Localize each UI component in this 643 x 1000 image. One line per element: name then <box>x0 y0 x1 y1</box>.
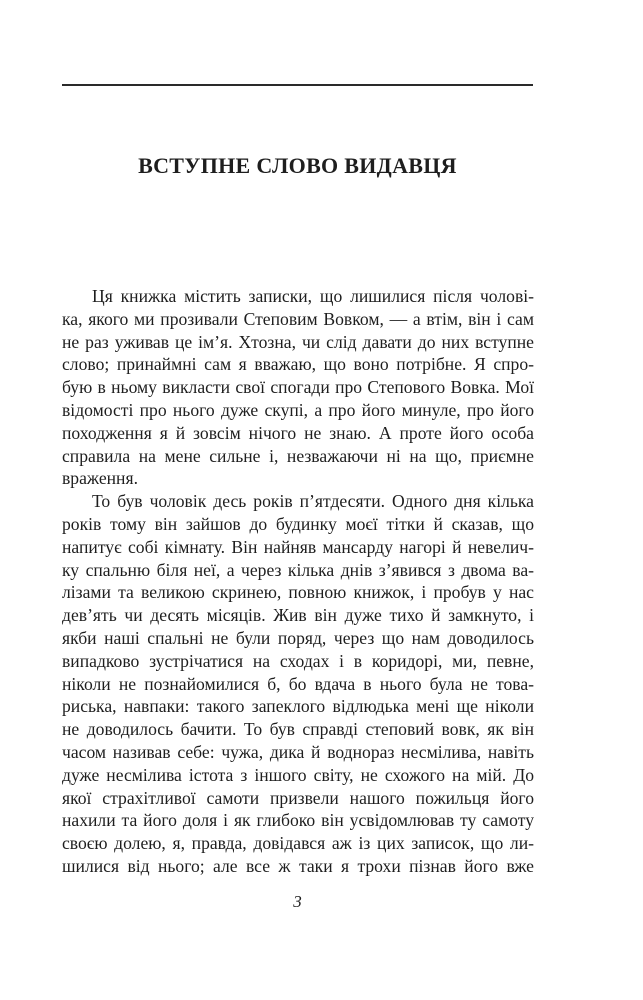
text-line: відомості про нього дуже скупі, а про його минуле, про його <box>62 399 534 420</box>
text-line: не раз уживав це ім’я. Хтозна, чи слід давати до них вступне <box>62 331 534 352</box>
text-line: походження я й зовсім нічого не знаю. А проте його особа <box>62 422 534 443</box>
page-number: 3 <box>293 892 302 911</box>
text-line: років тому він зайшов до будинку моєї тітки й сказав, що <box>62 513 534 534</box>
text-line: дуже несмілива істота з іншого світу, не схожого на мій. До <box>62 764 534 785</box>
body-text <box>62 285 534 878</box>
text-line: То був чоловік десь років п’ятдесяти. Одного дня кілька <box>92 491 534 512</box>
text-line: випадково зустрічатися на сходах і в коридорі, ми, певне, <box>62 650 534 671</box>
text-line: нахили та його доля і як глибоко він усвідомлював ту самоту <box>62 810 534 831</box>
text-line: Ця книжка містить записки, що лишилися після чолові- <box>92 286 534 306</box>
page-title: ВСТУПНЕ СЛОВО ВИДАВЦЯ <box>138 153 457 178</box>
text-line: враження. <box>62 468 138 489</box>
paragraph <box>62 285 534 490</box>
text-line: дев’ять чи десять місяців. Жив він дуже тихо й замкнуто, і <box>62 605 534 626</box>
text-line: часом називав себе: чужа, дика й воднораз несмілива, навіть <box>62 741 534 762</box>
text-line: якої страхітливої самоти призвели нашого пожильця його <box>62 787 534 808</box>
paragraph <box>62 490 534 878</box>
text-line: шилися від нього; але все ж таки я трохи пізнав його вже <box>62 855 534 876</box>
text-line: якби наші спальні не були поряд, через що нам доводилось <box>62 627 534 648</box>
text-line: ка, якого ми прозивали Степовим Вовком, — а втім, він і сам <box>62 308 534 329</box>
text-line: своєю долею, я, правда, довідався аж із цих записок, що ли- <box>62 833 534 854</box>
text-line: ніколи не познайомилися б, бо вдача в нього була не това- <box>62 673 534 694</box>
text-line: напитує собі кімнату. Він найняв мансарду нагорі й невелич- <box>62 536 534 557</box>
text-line: справила на мене сильне і, незважаючи ні на що, приємне <box>62 445 534 466</box>
text-line: риська, навпаки: такого запеклого відлюдька мені ще ніколи <box>62 696 534 717</box>
text-line: бую в ньому викласти свої спогади про Степового Вовка. Мої <box>62 377 534 398</box>
text-line: лізами та великою скринею, повною книжок, і пробув у нас <box>62 582 534 603</box>
text-line: слово; принаймні сам я вважаю, що воно потрібне. Я спро- <box>62 354 534 375</box>
top-rule <box>62 84 533 86</box>
text-line: ку спальню біля неї, а через кілька днів з’явився з двома ва- <box>62 559 534 580</box>
text-line: не доводилось бачити. То був справді степовий вовк, як він <box>62 719 534 740</box>
